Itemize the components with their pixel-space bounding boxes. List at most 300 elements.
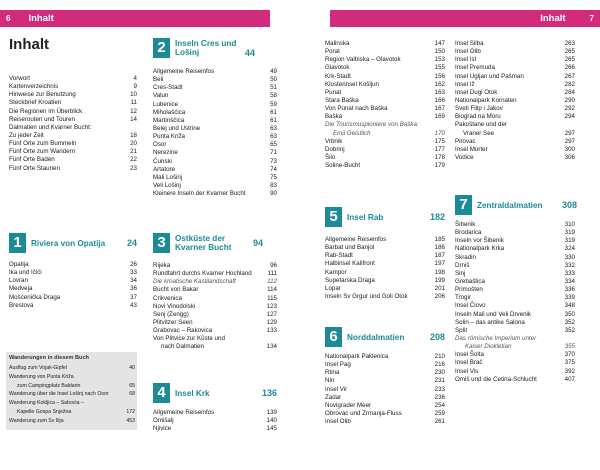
toc-entry[interactable] [153,278,277,286]
toc-entry-label: Senj (Zengg) [153,310,189,318]
toc-entry[interactable] [153,68,277,76]
toc-entry-label: Sinj [455,269,466,277]
toc-entry[interactable] [455,229,575,237]
hike-entry-label: Ausflug zum Vojak-Gipfel [9,365,67,371]
toc-entry-label: Ćunski [153,157,172,165]
toc-entry[interactable] [9,132,137,140]
toc-entry-page: 339 [564,294,575,302]
toc-entry[interactable] [455,278,575,286]
toc-entry[interactable] [325,64,445,72]
toc-entry-label: Omišalj [153,417,174,425]
toc-entry[interactable] [325,40,445,48]
toc-entry[interactable] [153,141,277,149]
section-title: Insel Rab [347,212,384,222]
toc-entry-label: Insel Murter [455,145,488,153]
toc-entry-label: Insel Dugi Otok [455,88,498,96]
toc-entry[interactable] [325,353,445,361]
toc-entry[interactable] [325,236,445,244]
toc-entry[interactable] [9,99,137,107]
section-heading-4[interactable] [153,383,277,403]
section-7-list [455,221,575,384]
toc-entry-page: 330 [564,253,575,261]
toc-entry[interactable] [153,417,277,425]
toc-entry[interactable] [153,409,277,417]
hike-entry[interactable] [6,373,137,382]
toc-entry-label: Insel Iž [455,80,475,88]
toc-entry-label: Stara Baška [325,96,359,104]
toc-entry-label: Insel Silba [455,40,484,47]
toc-entry[interactable] [153,133,277,141]
toc-entry-page: 265 [564,56,575,64]
toc-entry-page: 292 [564,105,575,113]
section-title: Ostküste der Kvarner Bucht [175,234,232,252]
right-page-number: 7 [589,14,594,23]
toc-entry[interactable] [325,277,445,285]
toc-entry-page: 336 [564,286,575,294]
toc-entry-label: Die Regionen im Überblick [9,107,83,115]
toc-entry[interactable] [455,262,575,270]
toc-entry[interactable] [455,48,575,56]
toc-entry[interactable] [9,294,137,302]
toc-entry-label: Emil Geistlich [333,129,371,137]
toc-entry-page: 306 [564,153,575,161]
toc-entry[interactable] [455,343,575,351]
toc-entry-label: Drniš [455,261,470,269]
toc-entry-page: 11 [130,99,137,107]
toc-entry-label: Veli Lošinj [153,181,181,189]
toc-entry[interactable] [455,121,575,129]
toc-entry[interactable] [455,302,575,310]
toc-entry[interactable] [153,166,277,174]
toc-entry-page: 133 [266,327,277,335]
toc-entry-page: 375 [564,359,575,367]
toc-entry[interactable] [153,303,277,311]
toc-entry-page: 350 [564,310,575,318]
toc-entry[interactable] [153,109,277,117]
toc-entry-label: Biograd na Moru [455,113,501,121]
toc-entry[interactable] [153,182,277,190]
toc-entry-page: 134 [266,343,277,351]
toc-entry[interactable] [455,221,575,229]
hikes-box-title: Wanderungen in diesem Buch [9,355,89,361]
toc-entry[interactable] [455,89,575,97]
toc-entry-page: 147 [434,40,445,47]
toc-entry-page: 23 [130,164,137,172]
toc-entry-label: Ika und Ičići [9,269,42,277]
toc-entry[interactable] [455,245,575,253]
toc-entry-page: 177 [434,145,445,153]
toc-entry[interactable] [9,116,137,124]
toc-entry[interactable] [153,117,277,125]
toc-entry-label: Primošten [455,286,483,294]
norddalmatien-continued-list [455,40,575,162]
toc-entry[interactable] [455,81,575,89]
toc-entry-label: Pirovac [455,137,476,145]
section-number: 3 [153,233,170,253]
toc-entry[interactable] [9,124,137,132]
toc-entry[interactable] [455,286,575,294]
toc-entry-page: 65 [270,141,277,149]
toc-entry-label: Dobrinj [325,145,345,153]
hike-entry-page: 453 [126,417,135,424]
toc-entry[interactable] [325,369,445,377]
hike-entry[interactable] [6,364,137,373]
toc-entry[interactable] [325,162,445,170]
toc-entry[interactable] [153,311,277,319]
section-2-list [153,68,277,198]
hike-entry[interactable] [6,417,137,426]
toc-entry[interactable] [153,295,277,303]
toc-entry-label: Porat [325,48,340,56]
toc-entry-page: 352 [564,318,575,326]
right-header-title: Inhalt [540,13,566,24]
toc-entry[interactable] [9,261,137,269]
toc-entry[interactable] [325,361,445,369]
toc-entry[interactable] [325,269,445,277]
toc-entry[interactable] [455,56,575,64]
toc-entry-label: Punat [325,88,342,96]
toc-entry-page: 163 [434,88,445,96]
toc-entry[interactable] [153,76,277,84]
toc-entry-page: 51 [270,84,277,92]
toc-entry-label: Bucht von Bakar [153,286,199,294]
toc-entry-label: Vrbnik [325,137,343,145]
toc-entry-label: Sveti Filip i Jakov [455,105,503,113]
toc-entry-page: 265 [564,48,575,56]
toc-entry-label: Von Punat nach Baška [325,105,388,113]
toc-entry-label: Inseln Mali und Veli Drvenik [455,310,532,318]
toc-entry-page: 10 [130,91,137,99]
toc-entry-label: Opatija [9,261,29,268]
toc-entry-label: Barbat und Banjol [325,244,375,252]
toc-entry-page: 111 [267,270,277,278]
toc-entry-page: 199 [434,276,445,284]
toc-entry-page: 26 [130,261,137,268]
toc-entry[interactable] [455,254,575,262]
toc-entry-label: Skradin [455,253,476,261]
toc-entry-page: 139 [266,409,277,416]
toc-entry[interactable] [153,101,277,109]
toc-entry-label: Fünf Orte zum Bummeln [9,140,77,148]
toc-entry[interactable] [455,105,575,113]
hike-entry-page: 40 [129,365,135,371]
hikes-list [6,364,137,426]
toc-entry[interactable] [9,75,137,83]
toc-entry-label: Medveja [9,285,33,293]
toc-entry-label: Insel Ugljan und Pašman [455,72,524,80]
toc-entry-label: Šibenik [455,221,476,228]
toc-entry-page: 186 [434,244,445,252]
toc-entry-page: 236 [434,393,445,401]
toc-entry[interactable] [9,148,137,156]
toc-entry-page: 198 [434,268,445,276]
toc-entry-page: 297 [564,129,575,137]
hike-entry-label: Wanderung zum Sv Ilija [9,417,64,424]
toc-entry[interactable] [325,402,445,410]
toc-entry[interactable] [455,376,575,384]
toc-entry-label: Grebaštica [455,277,485,285]
toc-entry-page: 201 [434,284,445,292]
toc-entry[interactable] [325,252,445,260]
toc-entry[interactable] [455,319,575,327]
toc-entry[interactable] [455,73,575,81]
section-title: Inseln Cres und Lošinj [175,39,237,57]
toc-entry[interactable] [153,286,277,294]
toc-entry[interactable] [9,91,137,99]
toc-entry-label: Split [455,326,468,334]
toc-entry-page: 150 [434,48,445,56]
section-number: 5 [325,207,342,227]
toc-entry-page: 297 [564,137,575,145]
toc-entry[interactable] [325,154,445,162]
toc-entry[interactable] [325,418,445,426]
toc-entry-label: Cres-Stadt [153,84,183,92]
toc-entry[interactable] [325,73,445,81]
toc-entry[interactable] [455,40,575,48]
section-4-list [153,409,277,433]
toc-entry[interactable] [9,140,137,148]
toc-entry-page: 59 [270,100,277,108]
toc-entry-page: 170 [434,129,445,137]
toc-entry[interactable] [325,56,445,64]
toc-entry[interactable] [455,138,575,146]
toc-entry-label: Insel Pag [325,361,351,369]
toc-entry[interactable] [325,130,445,138]
toc-entry-label: Vorwort [9,75,30,82]
toc-entry[interactable] [153,343,277,351]
toc-entry-page: 178 [434,153,445,161]
toc-entry[interactable] [9,165,137,173]
toc-entry[interactable] [325,410,445,418]
toc-entry[interactable] [9,277,137,285]
section-6-list [325,353,445,426]
toc-entry-label: Nationalpark Paklenica [325,353,389,360]
toc-entry-label: Inseln vor Šibenik [455,237,504,245]
toc-entry[interactable] [9,108,137,116]
section-heading-3[interactable] [153,233,277,253]
toc-entry-page: 156 [434,72,445,80]
toc-entry[interactable] [153,92,277,100]
toc-entry[interactable] [325,89,445,97]
toc-entry-label: Fünf Orte Baden [9,156,55,164]
toc-entry[interactable] [153,190,277,198]
toc-entry-label: Brestova [9,301,34,309]
toc-entry-page: 153 [434,56,445,64]
toc-entry[interactable] [455,294,575,302]
toc-entry-page: 115 [267,294,277,302]
toc-entry[interactable] [455,64,575,72]
toc-entry-label: Von Plitvice zur Küste und [153,335,225,343]
toc-entry-label: Allgemeine Reiseinfos [325,236,387,243]
toc-entry[interactable] [455,359,575,367]
toc-entry[interactable] [153,174,277,182]
toc-entry-label: Mošćenička Draga [9,293,61,301]
toc-entry-label: Insel Čiovo [455,302,486,310]
toc-entry-page: 169 [434,113,445,121]
toc-entry[interactable] [325,285,445,293]
toc-entry-label: Insel Olib [325,418,351,426]
section-title: Insel Krk [175,388,210,398]
toc-entry-page: 9 [133,83,137,91]
toc-entry[interactable] [325,146,445,154]
toc-entry[interactable] [153,84,277,92]
hike-entry-label: Kapelle Gospa Snježna [17,408,72,415]
toc-entry-page: 166 [434,96,445,104]
toc-entry-page: 175 [434,137,445,145]
toc-entry-page: 12 [130,107,137,115]
toc-entry[interactable] [9,83,137,91]
toc-entry[interactable] [325,48,445,56]
toc-entry-label: Vodice [455,153,474,161]
toc-entry[interactable] [153,327,277,335]
section-heading-6[interactable] [325,327,445,347]
toc-entry[interactable] [153,270,277,278]
toc-entry[interactable] [153,158,277,166]
toc-entry-page: 284 [564,88,575,96]
toc-entry[interactable] [153,319,277,327]
hike-entry[interactable] [6,399,137,408]
toc-entry[interactable] [325,113,445,121]
toc-entry-label: Kampor [325,268,347,276]
toc-entry-label: Fünf Orte zum Wandern [9,148,76,156]
toc-entry-label: Valun [153,92,169,100]
toc-entry[interactable] [325,81,445,89]
section-number: 6 [325,327,342,347]
toc-entry-label: Region Valbiska – Glavotok [325,56,401,64]
section-page: 94 [253,238,264,248]
section-title: Riviera von Opatija [31,238,106,248]
toc-entry[interactable] [153,335,277,343]
toc-entry-label: Osor [153,141,167,149]
toc-entry-label: Vraner See [463,129,495,137]
toc-entry-page: 129 [266,318,277,326]
hike-entry-page: 65 [129,382,135,389]
toc-entry[interactable] [455,270,575,278]
toc-entry-label: Punta Križa [153,133,185,141]
toc-entry-page: 114 [267,286,277,294]
toc-entry-label: Nationalpark Kornaten [455,96,517,104]
toc-entry-page: 179 [434,162,445,170]
toc-entry[interactable] [455,154,575,162]
section-heading-7[interactable] [455,195,577,215]
toc-entry[interactable] [455,146,575,154]
toc-entry[interactable] [325,121,445,129]
toc-entry-label: Beli [153,76,164,84]
toc-entry-page: 206 [434,292,445,300]
toc-entry-label: Nin [325,377,335,385]
toc-entry[interactable] [153,149,277,157]
toc-entry-label: Nerezine [153,149,178,157]
toc-entry-label: Crikvenica [153,294,182,302]
toc-entry[interactable] [9,269,137,277]
toc-entry-label: Belej und Ustrine [153,124,201,132]
toc-entry[interactable] [9,285,137,293]
toc-entry-label: Insel Premuda [455,64,495,72]
toc-entry[interactable] [455,113,575,121]
toc-entry-label: Baška [325,113,343,121]
toc-entry[interactable] [325,138,445,146]
hike-entry-label: zum Campingplatz Baldarin [17,382,81,389]
toc-entry[interactable] [325,394,445,402]
toc-entry[interactable] [153,262,277,270]
toc-entry-page: 294 [564,113,575,121]
toc-entry[interactable] [455,311,575,319]
toc-entry[interactable] [9,156,137,164]
toc-entry-page: 300 [564,145,575,153]
toc-entry-label: Kartenverzeichnis [9,83,59,91]
toc-entry-page: 282 [564,80,575,88]
hike-entry-label: Wanderung von Punta Križa [9,373,74,380]
section-heading-2[interactable] [153,38,277,58]
toc-entry[interactable] [153,425,277,433]
toc-entry-label: Njivice [153,425,172,433]
toc-entry-label: Das römische Imperium unter [455,334,537,342]
toc-entry-label: Trogir [455,294,471,302]
toc-entry-page: 290 [564,96,575,104]
section-number: 7 [455,195,472,215]
toc-entry-label: Hinweise zur Benutzung [9,91,76,99]
toc-entry[interactable] [325,293,445,301]
toc-entry-label: Insel Ist [455,56,477,64]
toc-entry-page: 216 [434,361,445,369]
toc-entry-label: Die kroatische Kastilandschaft [153,278,236,286]
hike-entry[interactable] [6,382,137,391]
hike-entry[interactable] [6,408,137,417]
toc-entry[interactable] [455,97,575,105]
toc-entry[interactable] [325,244,445,252]
toc-entry-page: 162 [434,80,445,88]
toc-entry[interactable] [455,327,575,335]
toc-entry-page: 33 [130,269,137,277]
toc-entry[interactable] [325,377,445,385]
toc-entry-label: Allgemeine Reiseinfos [153,68,215,75]
toc-entry-page: 263 [564,40,575,47]
section-page: 136 [261,388,277,398]
toc-entry[interactable] [455,368,575,376]
toc-entry-label: Halbinsel Kalifront [325,260,375,268]
toc-entry[interactable] [455,130,575,138]
toc-entry[interactable] [325,105,445,113]
toc-entry-page: 21 [130,148,137,156]
toc-entry[interactable] [325,260,445,268]
hike-entry[interactable] [6,390,137,399]
krk-continued-list [325,40,445,170]
toc-entry[interactable] [325,97,445,105]
section-heading-5[interactable] [325,207,445,227]
section-heading-1[interactable] [9,233,137,253]
hike-entry-label: Wanderung Kokljica – Sabocia – [9,400,84,407]
toc-entry[interactable] [455,351,575,359]
toc-entry-page: 75 [270,173,277,181]
toc-entry-label: Grabovac – Rakovica [153,327,213,335]
toc-entry-page: 231 [434,377,445,385]
toc-entry-page: 112 [267,278,277,286]
toc-entry-page: 266 [564,64,575,72]
toc-entry[interactable] [455,335,575,343]
toc-entry-label: Supetarska Draga [325,276,375,284]
toc-entry[interactable] [9,302,137,310]
toc-entry-label: Mali Lošinj [153,173,183,181]
toc-entry[interactable] [153,125,277,133]
toc-entry-page: 334 [564,277,575,285]
section-5-list [325,236,445,301]
toc-entry[interactable] [455,237,575,245]
toc-entry-label: Zu jeder Zeit [9,131,44,139]
toc-entry-page: 34 [130,277,137,285]
toc-entry-page: 83 [270,181,277,189]
toc-entry-label: Nationalpark Krka [455,245,505,253]
toc-entry[interactable] [325,386,445,394]
